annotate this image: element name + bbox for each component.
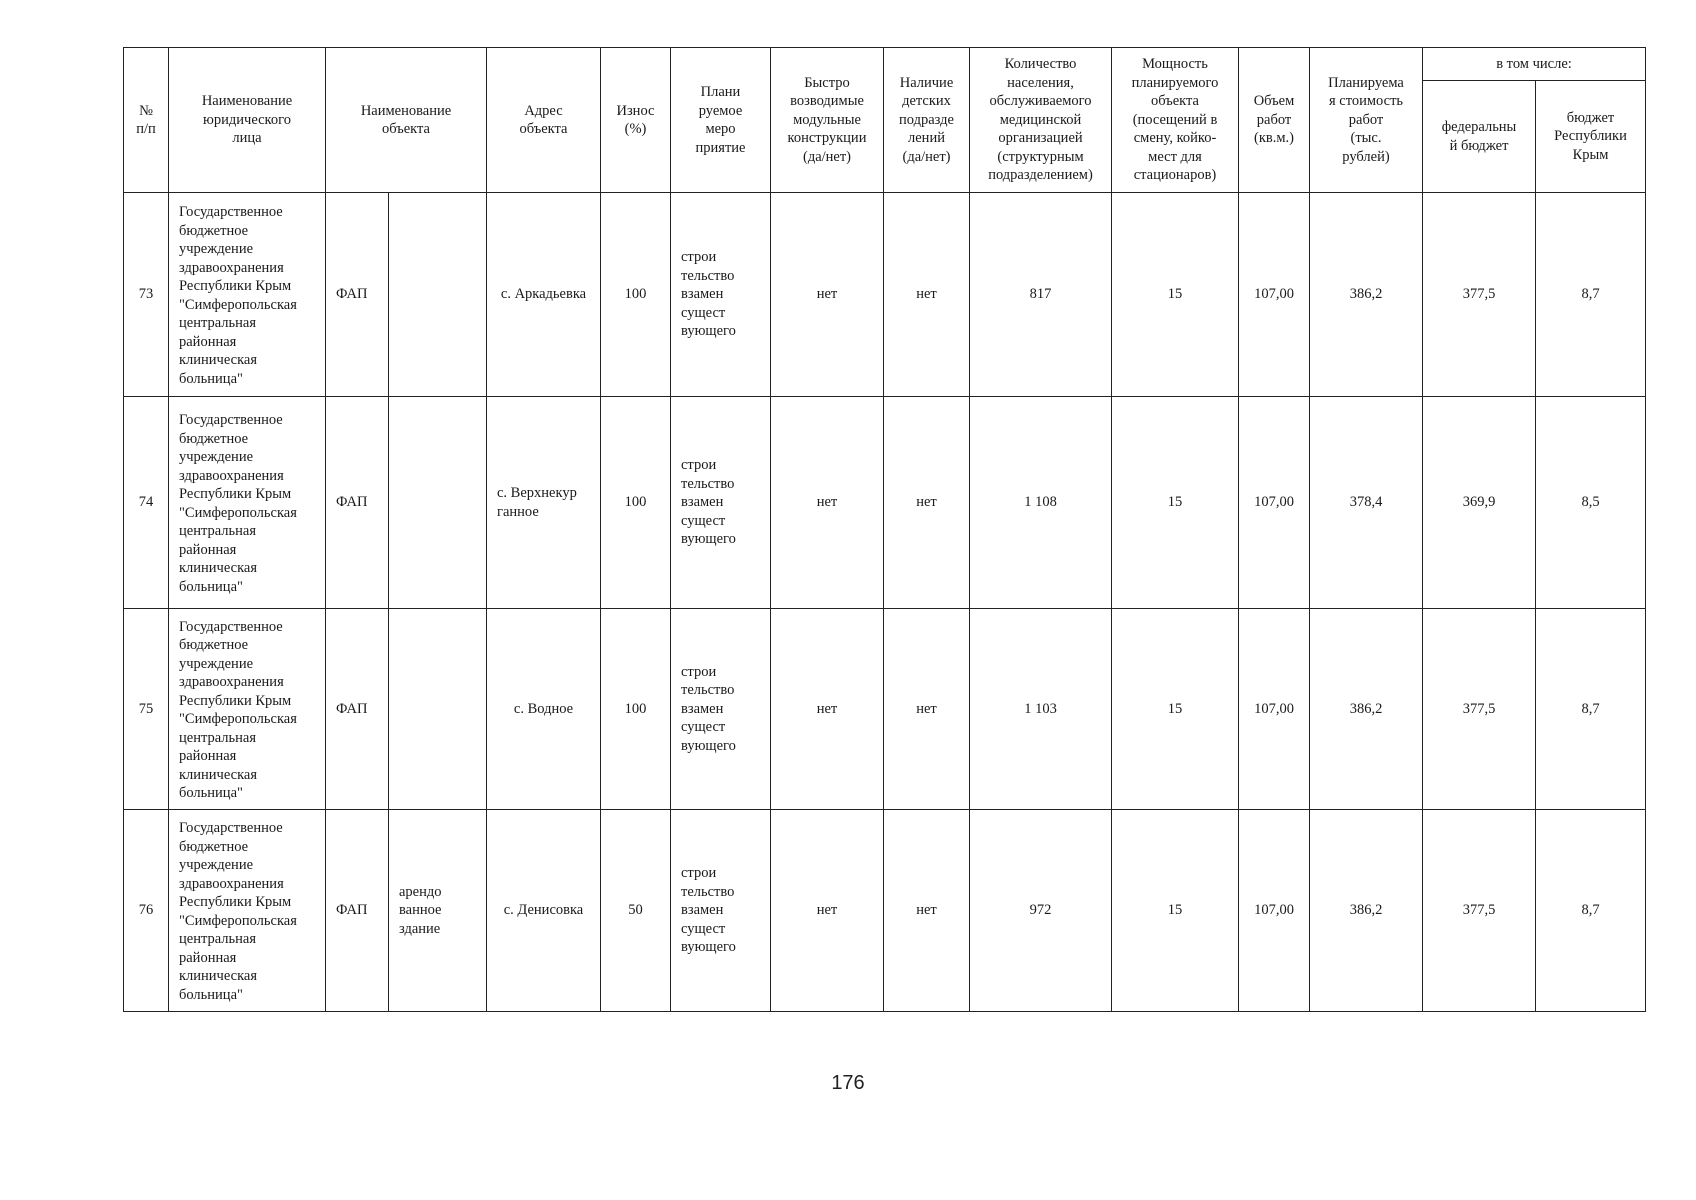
cell-children: нет	[884, 609, 970, 810]
cell-children: нет	[884, 193, 970, 397]
header-volume: Объем работ (кв.м.)	[1239, 48, 1310, 193]
cell-wear: 100	[601, 193, 671, 397]
cell-num: 76	[124, 810, 169, 1012]
cell-federal: 377,5	[1423, 609, 1536, 810]
header-modular: Быстро возводимые модульные конструкции (да/нет)	[771, 48, 884, 193]
table-row	[124, 609, 1646, 810]
cell-modular: нет	[771, 397, 884, 609]
cell-federal: 369,9	[1423, 397, 1536, 609]
table-row	[124, 397, 1646, 609]
cell-object-note	[389, 609, 487, 810]
header-population: Количество населения, обслуживаемого медицинской организацией (структурным подразделением)	[970, 48, 1112, 193]
cell-num: 74	[124, 397, 169, 609]
cell-volume: 107,00	[1239, 810, 1310, 1012]
header-address: Адрес объекта	[487, 48, 601, 193]
cell-capacity: 15	[1112, 193, 1239, 397]
cell-cost: 386,2	[1310, 810, 1423, 1012]
cell-wear: 100	[601, 397, 671, 609]
cell-federal: 377,5	[1423, 810, 1536, 1012]
cell-population: 1 108	[970, 397, 1112, 609]
cell-cost: 378,4	[1310, 397, 1423, 609]
header-num: № п/п	[124, 48, 169, 193]
cell-legal-entity: Государственное бюджетное учреждение здравоохранения Республики Крым "Симферопольская центральная районная клиническая больница"	[169, 810, 326, 1012]
cell-wear: 100	[601, 609, 671, 810]
cell-capacity: 15	[1112, 397, 1239, 609]
cell-volume: 107,00	[1239, 609, 1310, 810]
cell-object-type: ФАП	[326, 193, 389, 397]
cell-address: с. Водное	[487, 609, 601, 810]
header-cost: Планируема я стоимость работ (тыс. рублей)	[1310, 48, 1423, 193]
header-including: в том числе:	[1423, 48, 1646, 81]
cell-num: 73	[124, 193, 169, 397]
header-planned-measure: Плани руемое меро приятие	[671, 48, 771, 193]
cell-measure: строи тельство взамен сущест вующего	[671, 810, 771, 1012]
cell-capacity: 15	[1112, 810, 1239, 1012]
facilities-table	[123, 47, 1646, 1012]
table-row	[124, 810, 1646, 1012]
cell-object-note: арендо ванное здание	[389, 810, 487, 1012]
cell-address: с. Аркадьевка	[487, 193, 601, 397]
cell-volume: 107,00	[1239, 397, 1310, 609]
cell-wear: 50	[601, 810, 671, 1012]
table-body	[124, 193, 1646, 1012]
header-object-name: Наименование объекта	[326, 48, 487, 193]
cell-object-type: ФАП	[326, 810, 389, 1012]
cell-object-type: ФАП	[326, 609, 389, 810]
cell-legal-entity: Государственное бюджетное учреждение здравоохранения Республики Крым "Симферопольская центральная районная клиническая больница"	[169, 609, 326, 810]
cell-volume: 107,00	[1239, 193, 1310, 397]
cell-measure: строи тельство взамен сущест вующего	[671, 193, 771, 397]
header-capacity: Мощность планируемого объекта (посещений в смену, койко- мест для стационаров)	[1112, 48, 1239, 193]
table-header	[124, 48, 1646, 193]
cell-capacity: 15	[1112, 609, 1239, 810]
cell-legal-entity: Государственное бюджетное учреждение здравоохранения Республики Крым "Симферопольская центральная районная клиническая больница"	[169, 193, 326, 397]
cell-cost: 386,2	[1310, 609, 1423, 810]
cell-population: 817	[970, 193, 1112, 397]
cell-children: нет	[884, 397, 970, 609]
cell-cost: 386,2	[1310, 193, 1423, 397]
header-wear: Износ (%)	[601, 48, 671, 193]
table-row	[124, 193, 1646, 397]
cell-regional: 8,7	[1536, 609, 1646, 810]
cell-regional: 8,7	[1536, 810, 1646, 1012]
cell-children: нет	[884, 810, 970, 1012]
page-number: 176	[831, 1072, 865, 1094]
cell-num: 75	[124, 609, 169, 810]
cell-population: 972	[970, 810, 1112, 1012]
cell-measure: строи тельство взамен сущест вующего	[671, 397, 771, 609]
cell-regional: 8,5	[1536, 397, 1646, 609]
cell-legal-entity: Государственное бюджетное учреждение здравоохранения Республики Крым "Симферопольская центральная районная клиническая больница"	[169, 397, 326, 609]
cell-modular: нет	[771, 609, 884, 810]
cell-regional: 8,7	[1536, 193, 1646, 397]
cell-object-note	[389, 397, 487, 609]
cell-address: с. Верхнекур ганное	[487, 397, 601, 609]
header-children-units: Наличие детских подразде лений (да/нет)	[884, 48, 970, 193]
header-legal-entity: Наименование юридического лица	[169, 48, 326, 193]
header-federal: федеральны й бюджет	[1423, 81, 1536, 193]
cell-modular: нет	[771, 810, 884, 1012]
cell-object-type: ФАП	[326, 397, 389, 609]
header-regional: бюджет Республики Крым	[1536, 81, 1646, 193]
cell-population: 1 103	[970, 609, 1112, 810]
cell-measure: строи тельство взамен сущест вующего	[671, 609, 771, 810]
cell-object-note	[389, 193, 487, 397]
cell-address: с. Денисовка	[487, 810, 601, 1012]
cell-modular: нет	[771, 193, 884, 397]
cell-federal: 377,5	[1423, 193, 1536, 397]
